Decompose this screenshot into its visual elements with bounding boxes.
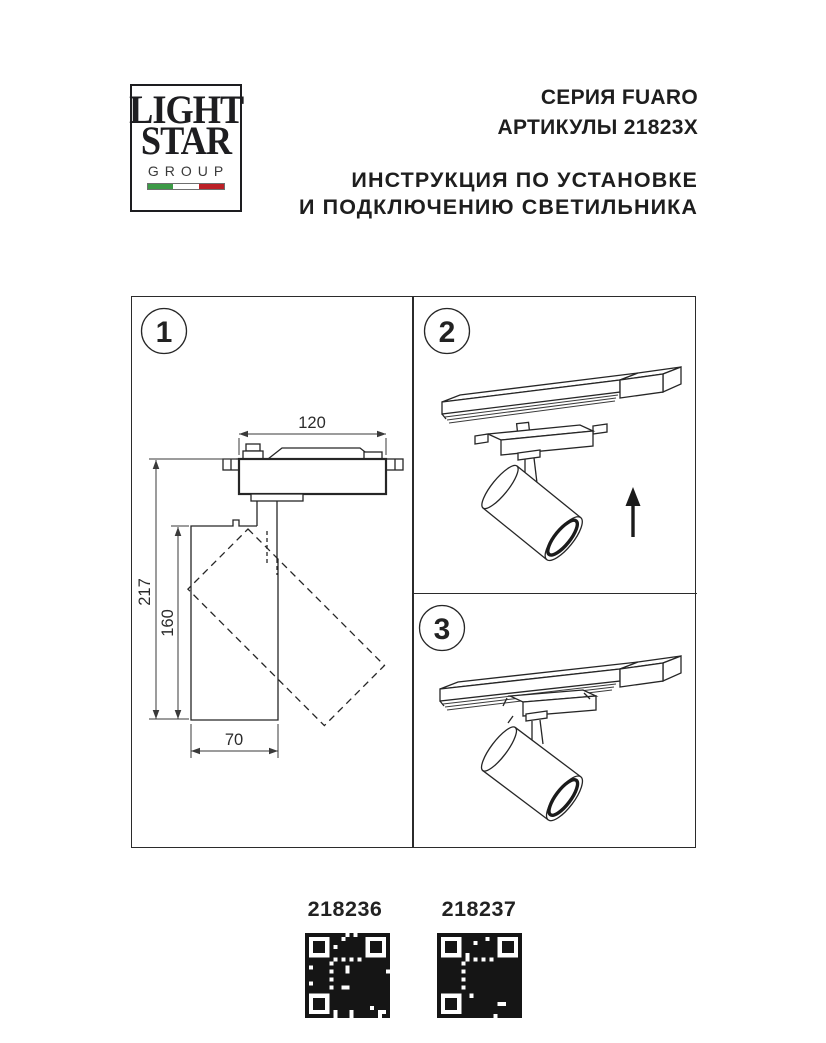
lamp-body-tilted-dashed xyxy=(188,529,385,726)
flag-white-segment xyxy=(173,184,198,189)
panel-2-drawing xyxy=(412,297,696,594)
logo-word-light: LIGHT xyxy=(129,88,244,133)
track-fixture xyxy=(475,422,607,565)
lamp-body-vertical xyxy=(191,520,278,720)
dim-217 xyxy=(136,459,236,719)
spotlight-cylinder xyxy=(477,461,588,566)
dim-label-160: 160 xyxy=(159,609,177,637)
logo-word-star: STAR xyxy=(140,119,232,164)
dim-label-70: 70 xyxy=(224,731,244,749)
panel-1-drawing xyxy=(132,297,413,849)
lightstar-logo xyxy=(130,84,242,212)
dim-label-217: 217 xyxy=(136,578,154,606)
dim-70 xyxy=(191,724,278,758)
dim-160 xyxy=(159,526,189,719)
up-arrow-icon xyxy=(626,487,641,537)
instruction-title xyxy=(299,167,698,221)
article-code-218237: 218237 xyxy=(441,897,517,921)
step-2-badge xyxy=(425,309,470,354)
step-1-number: 1 xyxy=(155,316,173,349)
track-fixture-mounted xyxy=(476,690,596,826)
italian-flag-bar xyxy=(147,183,225,190)
series-block xyxy=(498,83,698,143)
step-2-number: 2 xyxy=(438,316,456,349)
flag-green-segment xyxy=(148,184,173,189)
panel-3-drawing xyxy=(412,594,696,849)
track-adapter-drawing xyxy=(223,444,403,575)
qr-code-218237 xyxy=(437,933,522,1018)
track-rail xyxy=(442,367,681,423)
dim-label-120: 120 xyxy=(298,414,326,432)
articles-line: АРТИКУЛЫ 21823X xyxy=(497,116,698,139)
article-code-218236: 218236 xyxy=(307,897,383,921)
instruction-title-line2: И ПОДКЛЮЧЕНИЮ СВЕТИЛЬНИКА xyxy=(299,195,698,219)
diagram-grid xyxy=(131,296,696,848)
qr-code-218236 xyxy=(305,933,390,1018)
step-1-badge xyxy=(142,309,187,354)
panel-1-dimensions xyxy=(132,297,413,849)
step-3-badge xyxy=(420,606,465,651)
series-line: СЕРИЯ FUARO xyxy=(540,86,698,109)
step-3-number: 3 xyxy=(433,613,451,646)
flag-red-segment xyxy=(199,184,224,189)
instruction-title-line1: ИНСТРУКЦИЯ ПО УСТАНОВКЕ xyxy=(351,168,698,192)
logo-word-group: GROUP xyxy=(147,163,230,179)
panel-3-mounted xyxy=(412,594,696,849)
panel-2-mounting xyxy=(412,297,696,594)
